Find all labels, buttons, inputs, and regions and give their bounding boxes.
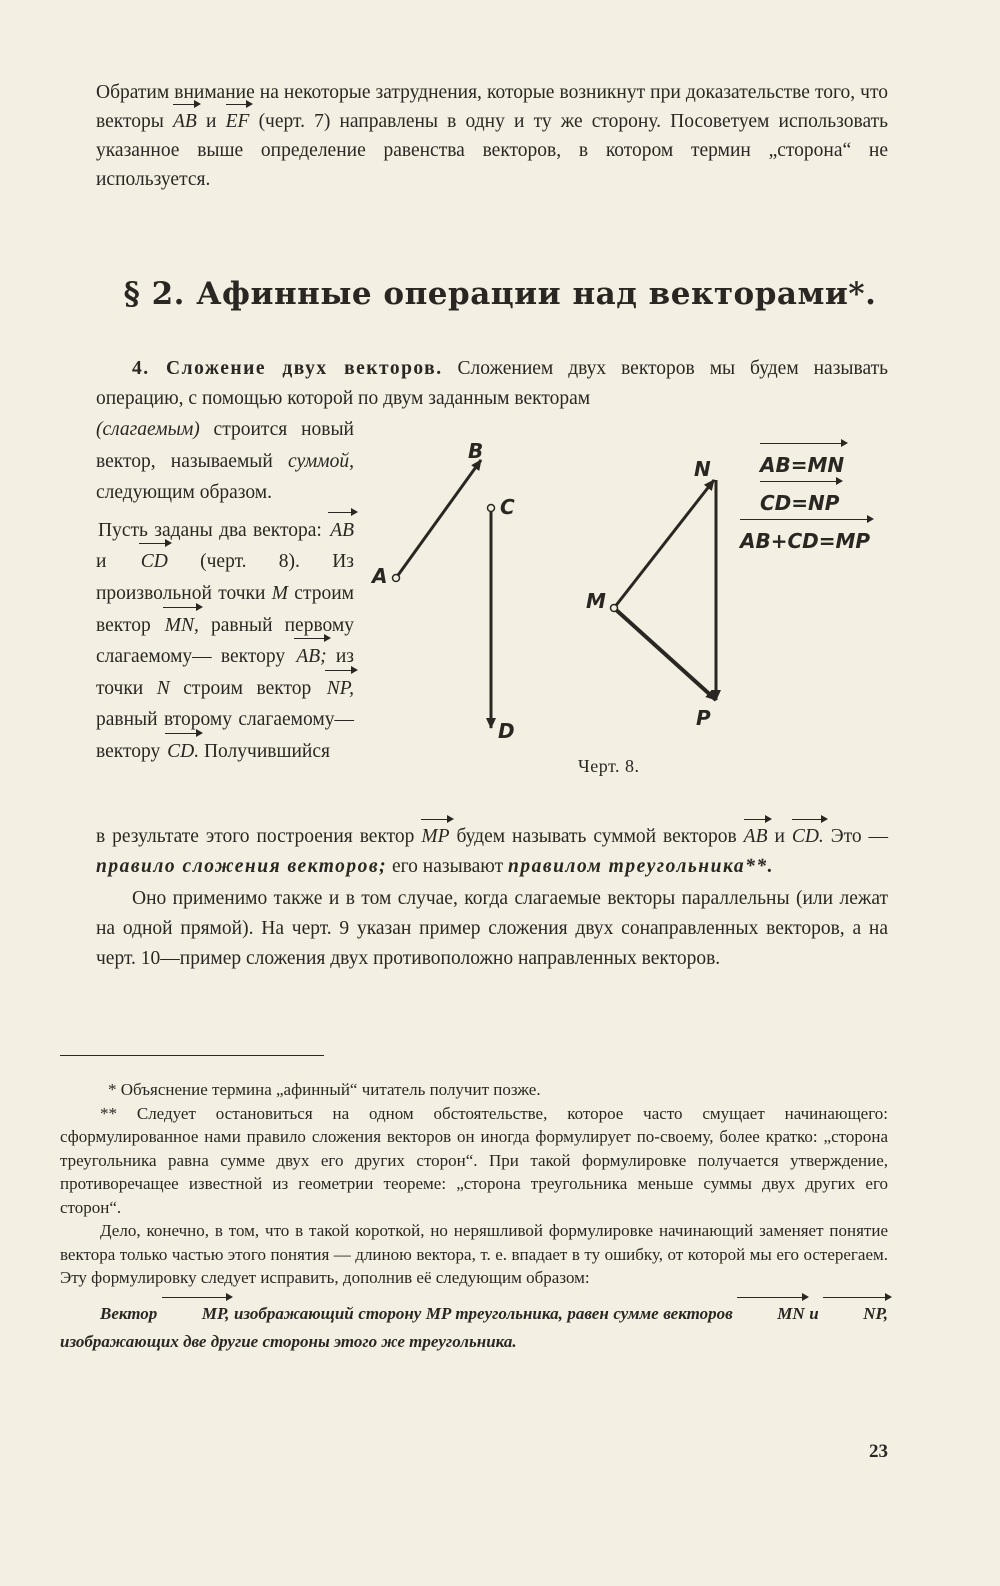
figure-equations [740,446,870,560]
footnote-1: * Объяснение термина „афинный“ читатель получит позже. [108,1080,541,1099]
label-n: N [694,457,711,481]
p5-e: из точки [96,646,354,699]
vector-cd: CD. [792,822,824,852]
conj: и [96,551,107,573]
p5-g: равный второму слагаемому—вектору [96,709,354,762]
vector-cd: CD. [165,736,199,768]
paragraph-6: Оно применимо также и в том случае, когда слагаемые векторы параллельны (или лежат на одной прямой). На черт. 9 указан пример сложения двух сонаправленных векторов, а на черт. 10—пример сложения двух противоположно направленных векторов. [96,888,888,969]
point-m-dot [611,605,618,612]
rule-italic: правило сложения векторов; [96,856,388,877]
p5-b: (черт. 8). Из произвольной точки [96,551,354,604]
point-c-dot [488,505,495,512]
italic-terms: (слагаемым) [96,419,200,440]
equation-1: AB=MN [760,446,844,484]
vector-ab: AB; [294,641,326,673]
paragraph-4-text: Сложением двух векторов мы будем называть операцию, с помощью которой по двум заданным векторам [96,358,889,409]
p5-l: его называют [392,856,504,877]
vector-ab: AB [744,822,768,852]
footnote-4 [60,1300,888,1356]
vector-mn: MN, [163,610,199,642]
intro-text-a: доказательстве того, что векторы [96,82,889,132]
label-p: P [696,706,711,730]
paragraph-4-top [96,354,888,414]
item-title: 4. Сложение двух векторов. [132,358,443,379]
page-number: 23 [869,1441,888,1462]
italic-sum: суммой, [288,450,355,472]
vector-mn: MN [737,1300,804,1328]
section-heading: § 2. Афинные операции над векторами*. [123,276,877,312]
paragraph-4-text3: следующим образом. [96,482,272,504]
p5-a: Пусть заданы два вектора: [98,519,322,541]
conj: и [774,826,785,847]
p5-c: строим вектор [96,582,354,636]
intro-line-1: Обратим внимание на некоторые затруднения, которые возникнут при [96,82,681,103]
triangle-rule-italic: правилом треугольника**. [508,856,774,877]
point-m: M [271,582,288,604]
p5-h: Получившийся [203,740,330,762]
intro-paragraph [96,78,888,194]
vector-cd: CD [139,546,168,578]
conj: и [205,111,217,132]
paragraph-4-text2: строится новый вектор, называемый [96,419,354,472]
point-n: N [156,677,170,699]
equation-3: AB+CD=MP [740,522,870,560]
paragraph-5-cont [96,822,888,974]
vector-ab: AB [173,107,197,136]
label-m: M [586,589,606,613]
p5-k: Это — [830,826,889,847]
footnote-2: ** Следует остановиться на одном обстоятельстве, которое часто смущает начинающего: сформулированное нами правило сложения векторов он иногда формулирует по-своему, более кратко: „сторона треугольника равна сумме двух его других сторон“. При такой формулировке получается утверждение, противоречащее известной из геометрии теореме: „сторона треугольника меньше суммы двух других его сторон“. [60,1103,888,1217]
point-a-dot [393,575,400,582]
p5-f: строим вектор [183,677,312,699]
footnote-4-c: изображающих две другие стороны этого же треугольника. [60,1331,517,1351]
p5-d: равный первому слагаемому— вектору [96,614,355,668]
intro-text-c: одну и ту же сторону. Посоветуем использовать указанное выше определение равенства векторов, в котором термин „сторона“ не используется. [96,111,889,190]
intro-text-b: (черт. 7) направлены в [258,111,457,132]
p5-j: будем называть суммой векторов [456,826,737,847]
equation-2: CD=NP [760,484,839,522]
paragraph-4-wrap [96,414,354,768]
vector-mp: MP, [162,1300,230,1328]
vector-ef: EF [226,107,250,136]
p5-i: в результате этого построения вектор [96,826,415,847]
label-a: A [372,564,388,588]
vector-mp: MP [421,822,449,852]
vector-ab-arrow [396,460,481,578]
footnote-4-b: изображающий сторону MP треугольника, равен сумме векторов [233,1303,733,1323]
vector-np: NP, [823,1300,888,1328]
footnotes [60,1078,888,1356]
figure-caption: Черт. 8. [578,756,640,776]
vector-mp-arrow [614,608,716,700]
vector-mn-arrow [614,480,714,608]
footnote-3: Дело, конечно, в том, что в такой короткой, но неряшливой формулировке начинающий заменяет понятие вектора только частью этого понятия — длиною вектора, т. е. впадает в ту ошибку, от которой мы его остерегаем. Эту формулировку следует исправить, дополнив её следующим образом: [60,1221,888,1287]
label-c: C [500,495,515,519]
vector-ab: AB [328,515,354,547]
footnote-divider [60,1055,324,1056]
footnote-4-a: Вектор [100,1303,158,1323]
label-b: B [468,439,484,463]
conj: и [809,1303,819,1323]
vector-np: NP, [325,673,354,705]
label-d: D [498,719,515,743]
